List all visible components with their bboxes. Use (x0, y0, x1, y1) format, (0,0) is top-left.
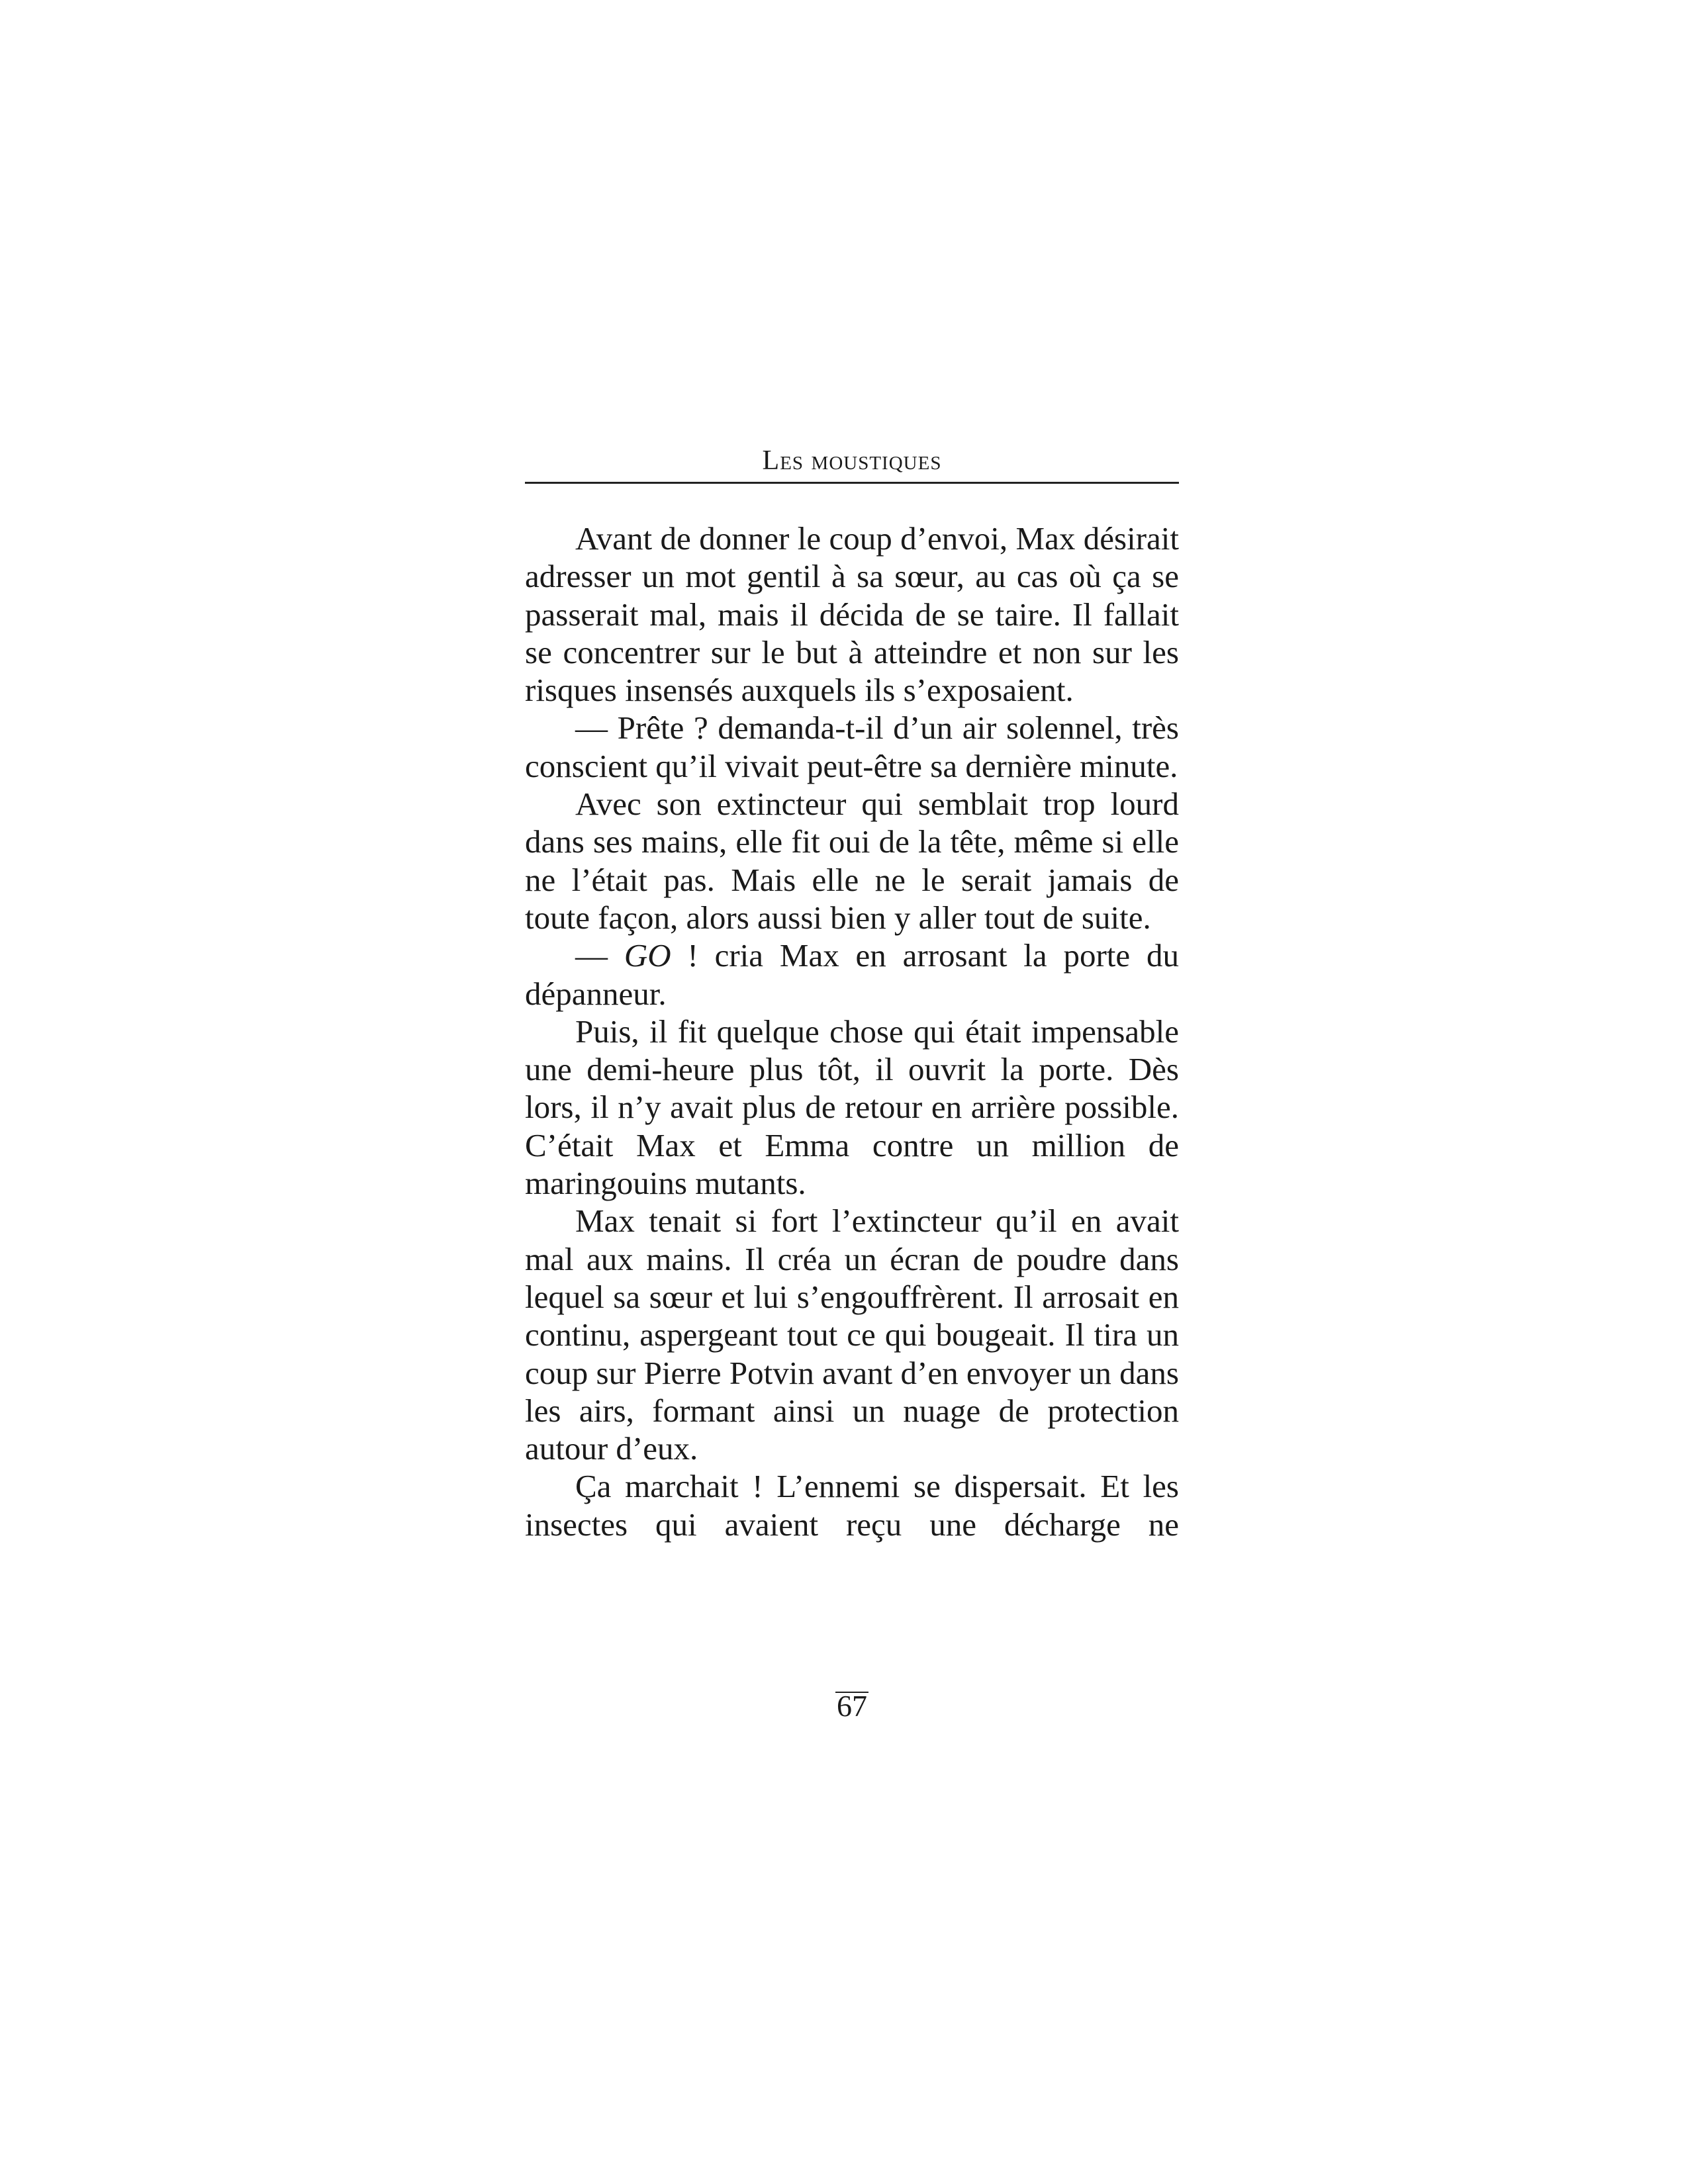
paragraph: Puis, il fit quelque chose qui était impensable une demi-heure plus tôt, il ouvrit la porte. Dès lors, il n’y avait plus de retour en arrière possible. C’était Max et Emma contre un million de maringouins mutants. (525, 1013, 1179, 1202)
running-head: Les moustiques (762, 445, 942, 476)
paragraph: Ça marchait ! L’ennemi se dispersait. Et les insectes qui avaient reçu une décharge ne (525, 1468, 1179, 1543)
paragraph: Max tenait si fort l’extincteur qu’il en avait mal aux mains. Il créa un écran de poudre dans lequel sa sœur et lui s’engouffrèrent. Il arrosait en continu, aspergeant tout ce qui bougeait. Il tira un coup sur Pierre Potvin avant d’en envoyer un dans les airs, formant ainsi un nuage de protection autour d’eux. (525, 1203, 1179, 1467)
paragraph-rest: ! cria Max en arrosant la porte du dépanneur. (525, 937, 1180, 1012)
paragraph: Avec son extincteur qui semblait trop lourd dans ses mains, elle fit oui de la tête, même si elle ne l’était pas. Mais elle ne le serait jamais de toute façon, alors aussi bien y aller tout de suite. (525, 786, 1179, 936)
body-text (525, 520, 1179, 1543)
dialogue-dash: — (575, 937, 624, 974)
emphasis-text: GO (624, 937, 671, 974)
paragraph: Avant de donner le coup d’envoi, Max désirait adresser un mot gentil à sa sœur, au cas où ça se passerait mal, mais il décida de se taire. Il fallait se concentrer sur le but à atteindre et non sur les risques insensés auxquels ils s’exposaient. (525, 520, 1179, 709)
paragraph (525, 936, 1179, 1013)
header-rule (525, 482, 1179, 484)
page-number: 67 (837, 1689, 867, 1723)
paragraph: — Prête ? demanda-t-il d’un air solennel, très conscient qu’il vivait peut-être sa dernière minute. (525, 709, 1179, 784)
